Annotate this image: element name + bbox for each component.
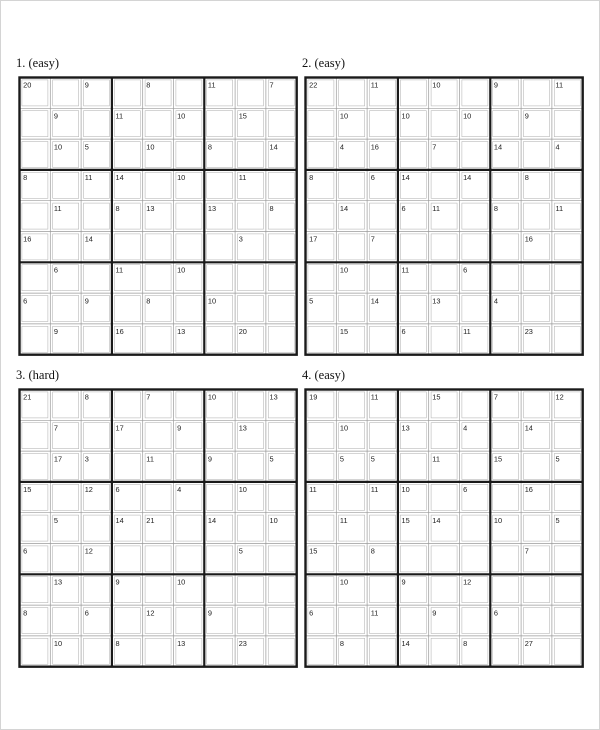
cage-sum-clue: 21 bbox=[23, 392, 32, 402]
cage-sum-clue: 9 bbox=[207, 608, 213, 618]
cage-sum-clue: 9 bbox=[401, 577, 406, 587]
cage-sum-clue: 27 bbox=[524, 639, 533, 649]
cage-sum-clue: 14 bbox=[463, 173, 472, 183]
cage-sum-clue: 7 bbox=[370, 234, 375, 244]
cage-sum-clue: 11 bbox=[207, 80, 216, 90]
cage-sum-clue: 14 bbox=[269, 142, 278, 152]
cage-sum-clue: 10 bbox=[177, 265, 186, 275]
cage-sum-clue: 13 bbox=[146, 203, 155, 213]
cage-sum-clue: 10 bbox=[493, 515, 503, 525]
cage-sum-clue: 6 bbox=[493, 608, 499, 618]
cage-sum-clue: 6 bbox=[401, 327, 406, 337]
cage-sum-clue: 8 bbox=[23, 608, 28, 618]
cage-sum-clue: 11 bbox=[146, 454, 154, 464]
cage-sum-clue: 13 bbox=[401, 423, 410, 433]
puzzle-title: 3. (hard) bbox=[16, 368, 60, 382]
cage-sum-clue: 11 bbox=[339, 515, 348, 525]
cage-sum-clue: 5 bbox=[339, 454, 345, 464]
cage-sum-clue: 9 bbox=[84, 80, 89, 90]
cage-sum-clue: 15 bbox=[23, 485, 32, 495]
cage-sum-clue: 7 bbox=[493, 392, 499, 402]
cage-sum-clue: 5 bbox=[555, 515, 560, 525]
cage-sum-clue: 10 bbox=[207, 296, 217, 306]
cage-sum-clue: 8 bbox=[463, 639, 468, 649]
cage-sum-clue: 13 bbox=[177, 327, 186, 337]
cage-sum-clue: 13 bbox=[177, 639, 186, 649]
cage-sum-clue: 8 bbox=[115, 203, 120, 213]
cage-sum-clue: 8 bbox=[309, 173, 314, 183]
cage-sum-clue: 11 bbox=[432, 454, 440, 464]
cage-sum-clue: 11 bbox=[115, 265, 124, 275]
cage-sum-clue: 6 bbox=[463, 485, 468, 495]
cage-sum-clue: 22 bbox=[309, 80, 318, 90]
cage-sum-clue: 11 bbox=[370, 392, 379, 402]
cage-sum-clue: 6 bbox=[23, 546, 28, 556]
cage-sum-clue: 5 bbox=[269, 454, 274, 464]
cage-sum-clue: 23 bbox=[524, 327, 533, 337]
cage-sum-clue: 8 bbox=[23, 173, 28, 183]
cage-sum-clue: 13 bbox=[238, 423, 247, 433]
cage-sum-clue: 10 bbox=[339, 265, 349, 275]
cage-sum-clue: 9 bbox=[207, 454, 213, 464]
cage-sum-clue: 21 bbox=[146, 515, 155, 525]
cage-sum-clue: 14 bbox=[401, 639, 410, 649]
cage-sum-clue: 4 bbox=[493, 296, 499, 306]
cage-sum-clue: 9 bbox=[84, 296, 89, 306]
cage-sum-clue: 6 bbox=[401, 203, 406, 213]
cage-sum-clue: 4 bbox=[177, 485, 182, 495]
cage-sum-clue: 10 bbox=[401, 485, 410, 495]
killer-sudoku-grid bbox=[18, 76, 298, 356]
cage-sum-clue: 17 bbox=[53, 454, 63, 464]
cage-sum-clue: 23 bbox=[238, 639, 247, 649]
cage-sum-clue: 11 bbox=[53, 203, 62, 213]
cage-sum-clue: 9 bbox=[432, 608, 437, 618]
cage-sum-clue: 15 bbox=[432, 392, 441, 402]
cage-sum-clue: 13 bbox=[269, 392, 278, 402]
cage-sum-clue: 10 bbox=[432, 80, 441, 90]
killer-sudoku-grid bbox=[18, 388, 298, 668]
puzzle-title: 1. (easy) bbox=[16, 56, 60, 70]
cage-sum-clue: 9 bbox=[53, 327, 59, 337]
cage-sum-clue: 6 bbox=[53, 265, 59, 275]
cage-sum-clue: 7 bbox=[432, 142, 437, 152]
cage-sum-clue: 8 bbox=[146, 296, 151, 306]
cage-sum-clue: 11 bbox=[555, 80, 564, 90]
cage-sum-clue: 11 bbox=[463, 327, 471, 337]
cage-sum-clue: 15 bbox=[493, 454, 503, 464]
cage-sum-clue: 10 bbox=[339, 423, 349, 433]
cage-sum-clue: 9 bbox=[493, 80, 499, 90]
cage-sum-clue: 10 bbox=[207, 392, 217, 402]
cage-sum-clue: 14 bbox=[115, 515, 124, 525]
cage-sum-clue: 4 bbox=[463, 423, 468, 433]
cage-sum-clue: 8 bbox=[146, 80, 151, 90]
cage-sum-clue: 16 bbox=[370, 142, 379, 152]
cage-sum-clue: 14 bbox=[115, 173, 124, 183]
cage-sum-clue: 5 bbox=[84, 142, 89, 152]
cage-sum-clue: 9 bbox=[524, 111, 529, 121]
cage-sum-clue: 3 bbox=[84, 454, 89, 464]
cage-sum-clue: 10 bbox=[53, 142, 63, 152]
cage-sum-clue: 14 bbox=[401, 173, 410, 183]
cage-sum-clue: 10 bbox=[401, 111, 410, 121]
cage-sum-clue: 7 bbox=[146, 392, 151, 402]
cage-sum-clue: 19 bbox=[309, 392, 318, 402]
puzzle-title: 2. (easy) bbox=[302, 56, 346, 70]
cage-sum-clue: 7 bbox=[269, 80, 274, 90]
cage-sum-clue: 8 bbox=[339, 639, 345, 649]
killer-sudoku-grid bbox=[304, 388, 584, 668]
killer-sudoku-grid bbox=[304, 76, 584, 356]
cage-sum-clue: 4 bbox=[555, 142, 560, 152]
cage-sum-clue: 12 bbox=[146, 608, 155, 618]
cage-sum-clue: 7 bbox=[53, 423, 59, 433]
cage-sum-clue: 14 bbox=[432, 515, 441, 525]
cage-sum-clue: 6 bbox=[23, 296, 28, 306]
grid-background bbox=[19, 389, 296, 666]
cage-sum-clue: 11 bbox=[370, 608, 379, 618]
cage-sum-clue: 5 bbox=[53, 515, 59, 525]
cage-sum-clue: 10 bbox=[53, 639, 63, 649]
cage-sum-clue: 4 bbox=[339, 142, 345, 152]
puzzle-title: 4. (easy) bbox=[302, 368, 346, 382]
cage-sum-clue: 11 bbox=[370, 485, 379, 495]
cage-sum-clue: 13 bbox=[53, 577, 63, 587]
cage-sum-clue: 13 bbox=[207, 203, 217, 213]
cage-sum-clue: 10 bbox=[177, 173, 186, 183]
cage-sum-clue: 5 bbox=[309, 296, 314, 306]
cage-sum-clue: 10 bbox=[177, 577, 186, 587]
cage-sum-clue: 10 bbox=[339, 111, 349, 121]
cage-sum-clue: 13 bbox=[432, 296, 441, 306]
cage-sum-clue: 20 bbox=[238, 327, 247, 337]
cage-sum-clue: 11 bbox=[309, 485, 317, 495]
cage-sum-clue: 11 bbox=[84, 173, 93, 183]
cage-sum-clue: 14 bbox=[339, 203, 349, 213]
cage-sum-clue: 16 bbox=[524, 234, 533, 244]
cage-sum-clue: 20 bbox=[23, 80, 32, 90]
cage-sum-clue: 14 bbox=[524, 423, 533, 433]
cage-sum-clue: 10 bbox=[177, 111, 186, 121]
cage-sum-clue: 6 bbox=[463, 265, 468, 275]
cage-sum-clue: 8 bbox=[493, 203, 499, 213]
cage-sum-clue: 12 bbox=[84, 546, 93, 556]
cage-sum-clue: 14 bbox=[493, 142, 503, 152]
cage-sum-clue: 9 bbox=[53, 111, 59, 121]
grid-background bbox=[19, 77, 296, 354]
cage-sum-clue: 10 bbox=[238, 485, 247, 495]
cage-sum-clue: 15 bbox=[401, 515, 410, 525]
cage-sum-clue: 8 bbox=[524, 173, 529, 183]
cage-sum-clue: 3 bbox=[238, 234, 243, 244]
cage-sum-clue: 15 bbox=[238, 111, 247, 121]
cage-sum-clue: 5 bbox=[555, 454, 560, 464]
cage-sum-clue: 8 bbox=[370, 546, 375, 556]
cage-sum-clue: 11 bbox=[555, 203, 564, 213]
cage-sum-clue: 6 bbox=[115, 485, 120, 495]
cage-sum-clue: 9 bbox=[177, 423, 182, 433]
cage-sum-clue: 8 bbox=[115, 639, 120, 649]
cage-sum-clue: 14 bbox=[207, 515, 217, 525]
cage-sum-clue: 7 bbox=[524, 546, 529, 556]
cage-sum-clue: 11 bbox=[115, 111, 124, 121]
cage-sum-clue: 10 bbox=[339, 577, 349, 587]
cage-sum-clue: 6 bbox=[309, 608, 314, 618]
cage-sum-clue: 11 bbox=[238, 173, 247, 183]
cage-sum-clue: 8 bbox=[207, 142, 213, 152]
cage-sum-clue: 8 bbox=[269, 203, 274, 213]
cage-sum-clue: 11 bbox=[401, 265, 410, 275]
cage-sum-clue: 12 bbox=[555, 392, 564, 402]
cage-sum-clue: 15 bbox=[309, 546, 318, 556]
cage-sum-clue: 10 bbox=[463, 111, 472, 121]
cage-sum-clue: 6 bbox=[84, 608, 89, 618]
cage-sum-clue: 9 bbox=[115, 577, 120, 587]
cage-sum-clue: 16 bbox=[115, 327, 124, 337]
cage-sum-clue: 17 bbox=[115, 423, 124, 433]
cage-sum-clue: 5 bbox=[238, 546, 243, 556]
cage-sum-clue: 12 bbox=[84, 485, 93, 495]
cage-sum-clue: 10 bbox=[146, 142, 155, 152]
cage-sum-clue: 12 bbox=[463, 577, 472, 587]
cage-sum-clue: 11 bbox=[370, 80, 379, 90]
cage-sum-clue: 8 bbox=[84, 392, 89, 402]
cage-sum-clue: 10 bbox=[269, 515, 278, 525]
cage-sum-clue: 17 bbox=[309, 234, 318, 244]
cage-sum-clue: 11 bbox=[432, 203, 440, 213]
cage-sum-clue: 14 bbox=[84, 234, 93, 244]
cage-sum-clue: 5 bbox=[370, 454, 375, 464]
cage-sum-clue: 16 bbox=[23, 234, 32, 244]
cage-sum-clue: 16 bbox=[524, 485, 533, 495]
cage-sum-clue: 15 bbox=[339, 327, 349, 337]
cage-sum-clue: 14 bbox=[370, 296, 379, 306]
cage-sum-clue: 6 bbox=[370, 173, 375, 183]
